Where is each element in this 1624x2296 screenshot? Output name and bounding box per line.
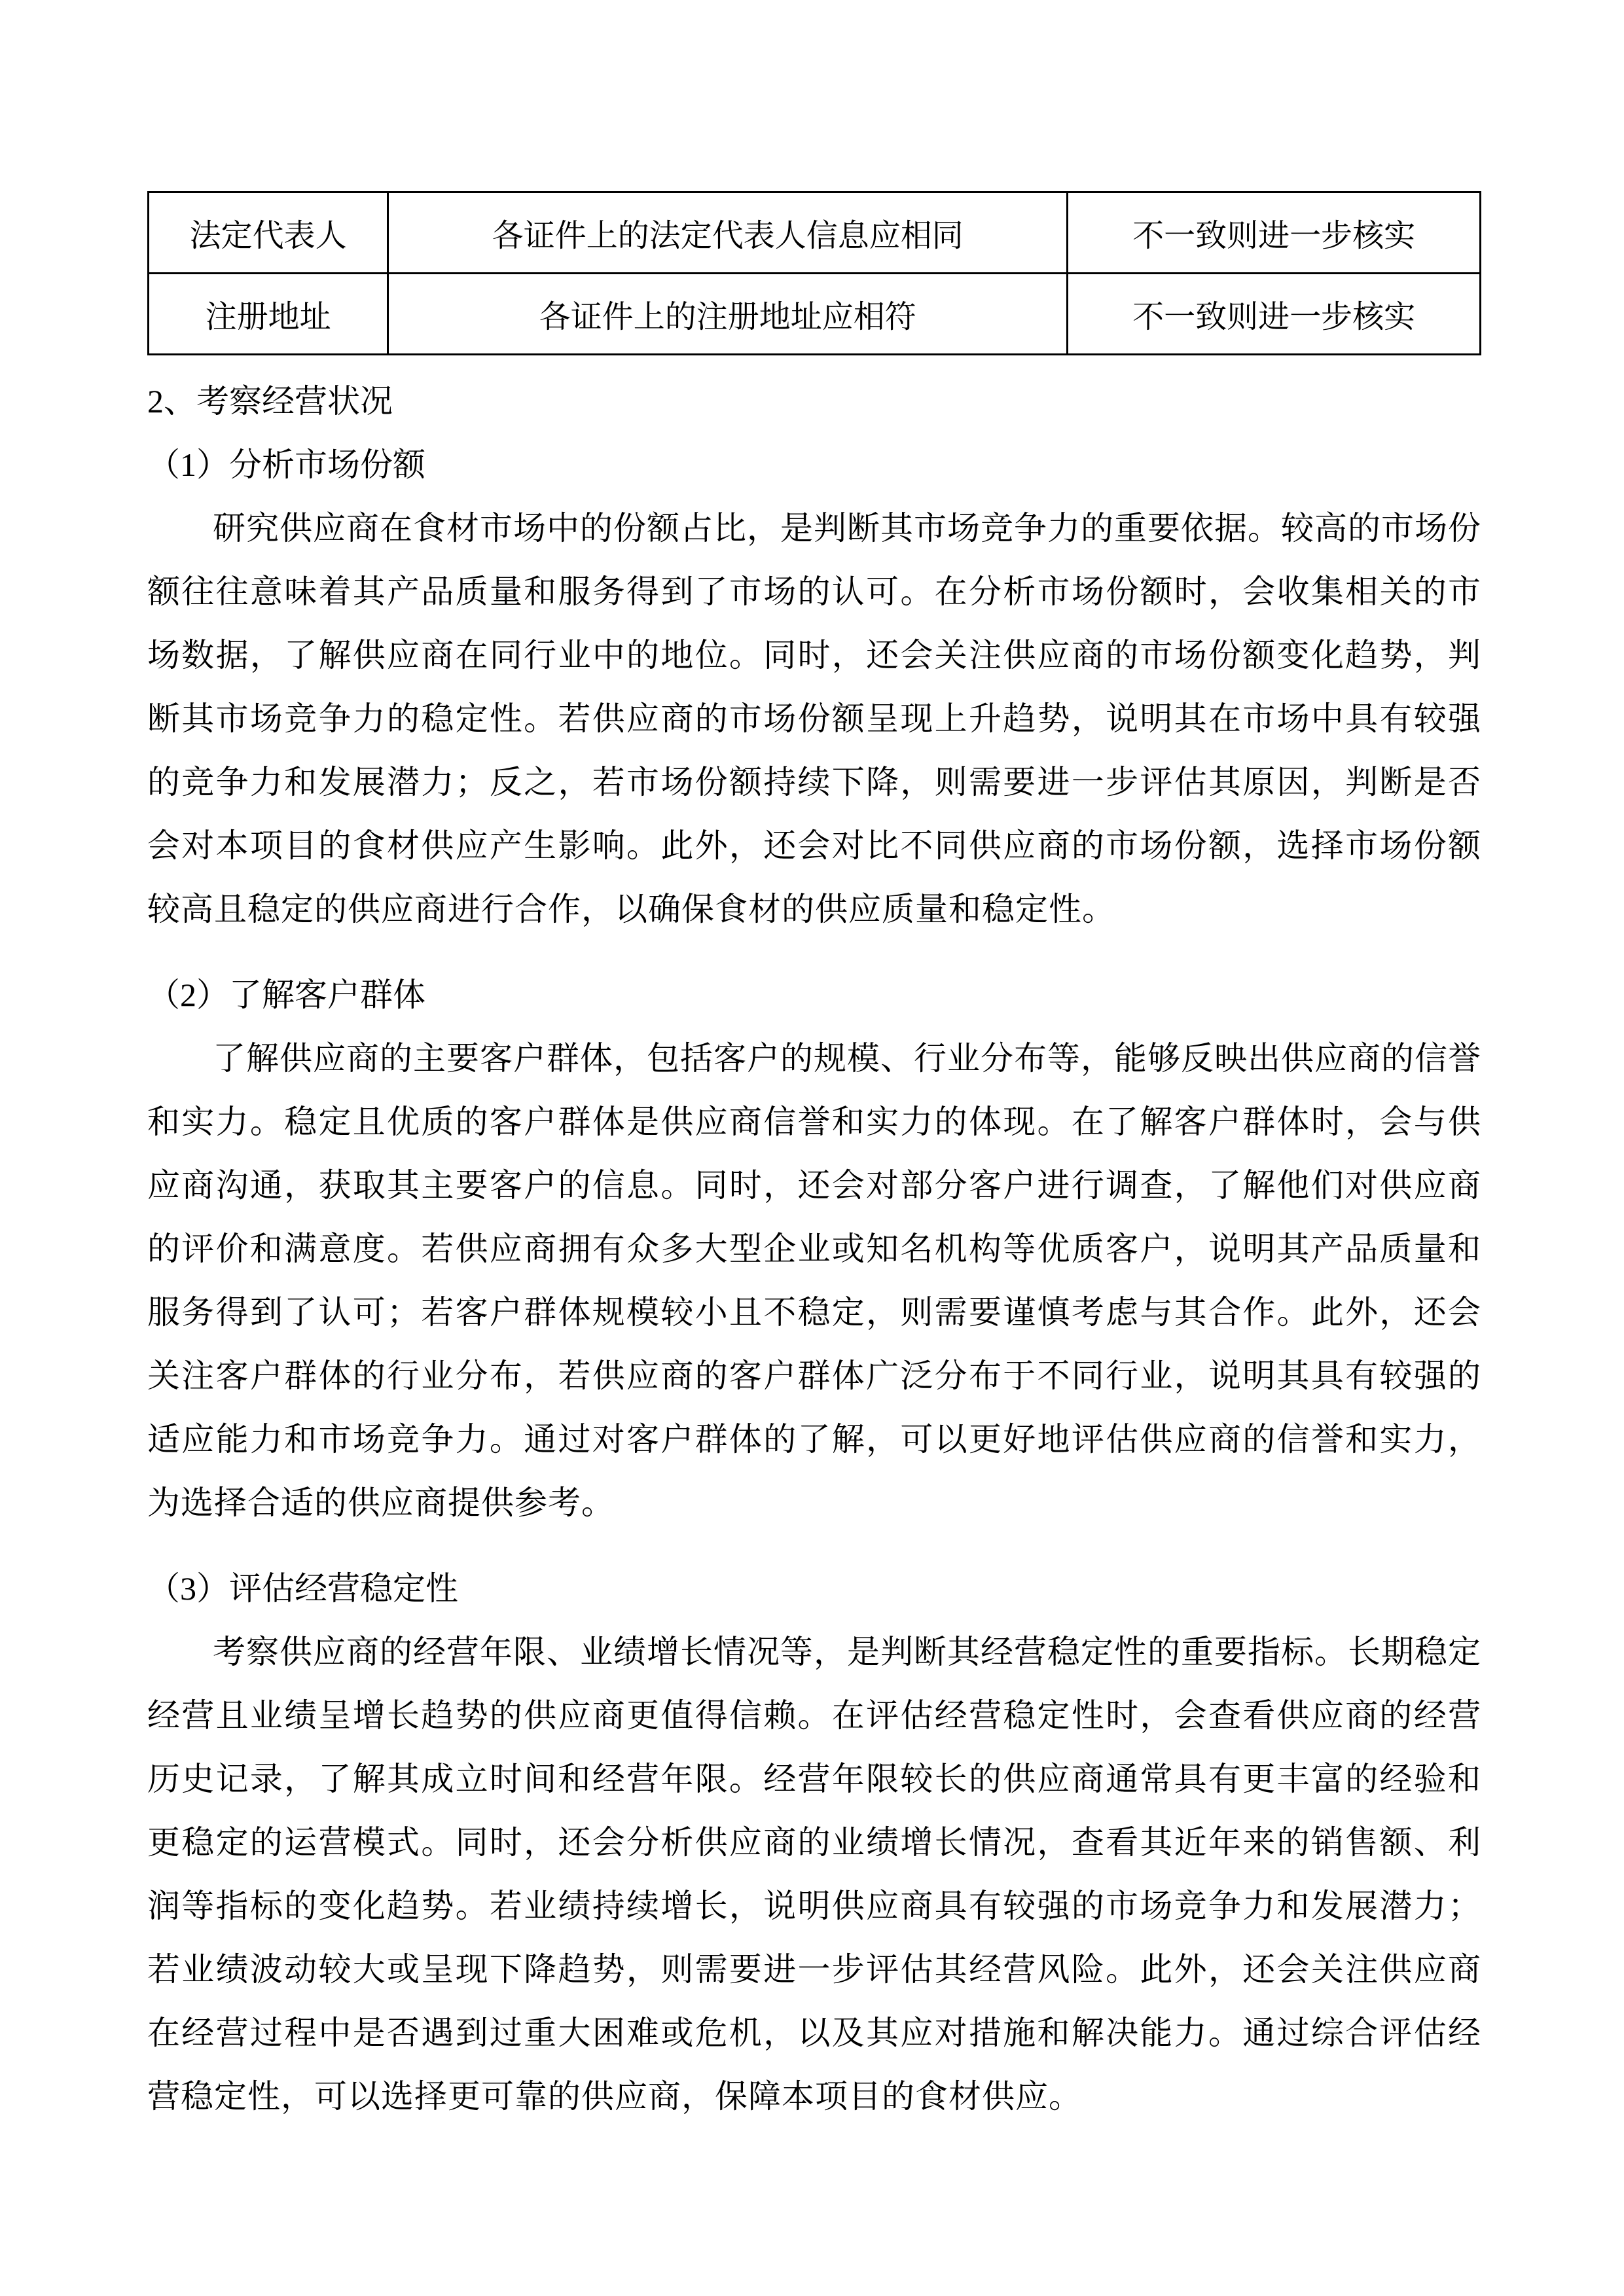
- subsection-heading-1: （1）分析市场份额: [147, 446, 425, 483]
- table-row: [149, 274, 1481, 355]
- cell-field: 法定代表人: [149, 192, 388, 274]
- cell-field: 注册地址: [149, 274, 388, 355]
- verification-table: [147, 191, 1481, 355]
- paragraph-3: 考察供应商的经营年限、业绩增长情况等，是判断其经营稳定性的重要指标。长期稳定经营且业绩呈增长趋势的供应商更值得信赖。在评估经营稳定性时，会查看供应商的经营历史记录，了解其成立时间和经营年限。经营年限较长的供应商通常具有更丰富的经验和更稳定的运营模式。同时，还会分析供应商的业绩增长情况，查看其近年来的销售额、利润等指标的变化趋势。若业绩持续增长，说明供应商具有较强的市场竞争力和发展潜力；若业绩波动较大或呈现下降趋势，则需要进一步评估其经营风险。此外，还会关注供应商在经营过程中是否遇到过重大困难或危机，以及其应对措施和解决能力。通过综合评估经营稳定性，可以选择更可靠的供应商，保障本项目的食材供应。: [147, 1634, 1481, 2115]
- cell-action: 不一致则进一步核实: [1068, 192, 1481, 274]
- cell-requirement: 各证件上的法定代表人信息应相同: [388, 192, 1068, 274]
- paragraph-1: 研究供应商在食材市场中的份额占比，是判断其市场竞争力的重要依据。较高的市场份额往往意味着其产品质量和服务得到了市场的认可。在分析市场份额时，会收集相关的市场数据，了解供应商在同行业中的地位。同时，还会关注供应商的市场份额变化趋势，判断其市场竞争力的稳定性。若供应商的市场份额呈现上升趋势，说明其在市场中具有较强的竞争力和发展潜力；反之，若市场份额持续下降，则需要进一步评估其原因，判断是否会对本项目的食材供应产生影响。此外，还会对比不同供应商的市场份额，选择市场份额较高且稳定的供应商进行合作，以确保食材的供应质量和稳定性。: [147, 510, 1481, 927]
- subsection-heading-2: （2）了解客户群体: [147, 977, 425, 1013]
- cell-action: 不一致则进一步核实: [1068, 274, 1481, 355]
- section-heading: 2、考察经营状况: [147, 383, 393, 420]
- subsection-heading-3: （3）评估经营稳定性: [147, 1570, 458, 1607]
- paragraph-2: 了解供应商的主要客户群体，包括客户的规模、行业分布等，能够反映出供应商的信誉和实力。稳定且优质的客户群体是供应商信誉和实力的体现。在了解客户群体时，会与供应商沟通，获取其主要客户的信息。同时，还会对部分客户进行调查，了解他们对供应商的评价和满意度。若供应商拥有众多大型企业或知名机构等优质客户，说明其产品质量和服务得到了认可；若客户群体规模较小且不稳定，则需要谨慎考虑与其合作。此外，还会关注客户群体的行业分布，若供应商的客户群体广泛分布于不同行业，说明其具有较强的适应能力和市场竞争力。通过对客户群体的了解，可以更好地评估供应商的信誉和实力，为选择合适的供应商提供参考。: [147, 1040, 1481, 1521]
- table-row: [149, 192, 1481, 274]
- cell-requirement: 各证件上的注册地址应相符: [388, 274, 1068, 355]
